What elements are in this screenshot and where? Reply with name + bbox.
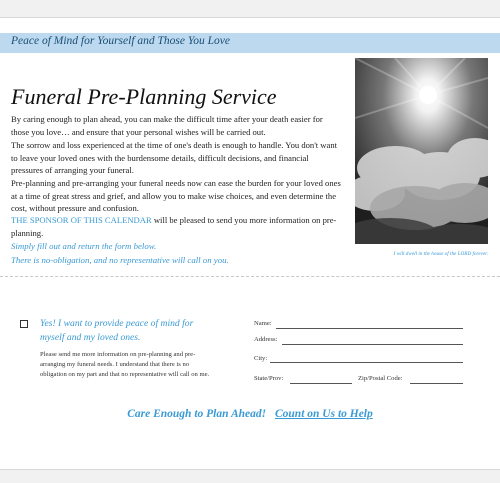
instruction-line-2: There is no-obligation, and no representative will call on you. [11, 254, 229, 265]
cut-line [0, 276, 500, 277]
photo-caption: I will dwell in the house of the LORD forever. [393, 251, 488, 257]
instruction-line-1: Simply fill out and return the form below. [11, 241, 157, 251]
state-field[interactable] [290, 383, 352, 384]
zip-label: Zip/Postal Code: [358, 375, 403, 382]
instruction-text [11, 240, 341, 267]
sponsor-paragraph [11, 214, 341, 239]
intro-paragraph: By caring enough to plan ahead, you can make the difficult time after your death easier for those you love… and ensure that your personal wishes will be carried out. [11, 114, 323, 137]
cta-plan-ahead: Care Enough to Plan Ahead! [127, 408, 267, 420]
sponsor-name: THE SPONSOR OF THIS CALENDAR [11, 215, 152, 225]
sky-photo-svg [355, 58, 488, 244]
city-label: City: [254, 355, 268, 362]
city-field[interactable] [270, 362, 463, 363]
checkbox-label: Yes! I want to provide peace of mind for myself and my loved ones. [40, 318, 194, 343]
request-info-checkbox[interactable] [20, 320, 28, 328]
request-info-text: Please send me more information on pre-planning and pre-arranging my funeral needs. I understand that there is no obligation on my part and that no representative will call on me. [40, 351, 210, 378]
sunlight-through-clouds-image [355, 58, 488, 244]
call-to-action [0, 408, 500, 420]
page-title: Funeral Pre-Planning Service [11, 84, 277, 109]
sponsor-paragraph-text: will be pleased to send you more information on pre-planning. [11, 215, 337, 238]
name-field[interactable] [276, 328, 463, 329]
address-field[interactable] [282, 344, 463, 345]
state-label: State/Prov: [254, 375, 284, 382]
name-label: Name: [254, 320, 272, 327]
cta-count-on-us: Count on Us to Help [274, 408, 373, 420]
preplanning-paragraph: Pre-planning and pre-arranging your funeral needs now can ease the burden for your loved ones at a time of great stress and grief, and allow you to make wise choices, and even determine the cost, without pressure and confusion. [11, 178, 341, 214]
address-label: Address: [254, 336, 278, 343]
tagline-banner [0, 33, 500, 53]
zip-field[interactable] [410, 383, 463, 384]
tagline-text: Peace of Mind for Yourself and Those You Love [11, 35, 230, 47]
sorrow-paragraph: The sorrow and loss experienced at the time of one's death is enough to handle. You don't want to leave your loved ones with the burdensome details, difficult decisions, and financial pressures of arranging your funeral. [11, 140, 338, 176]
